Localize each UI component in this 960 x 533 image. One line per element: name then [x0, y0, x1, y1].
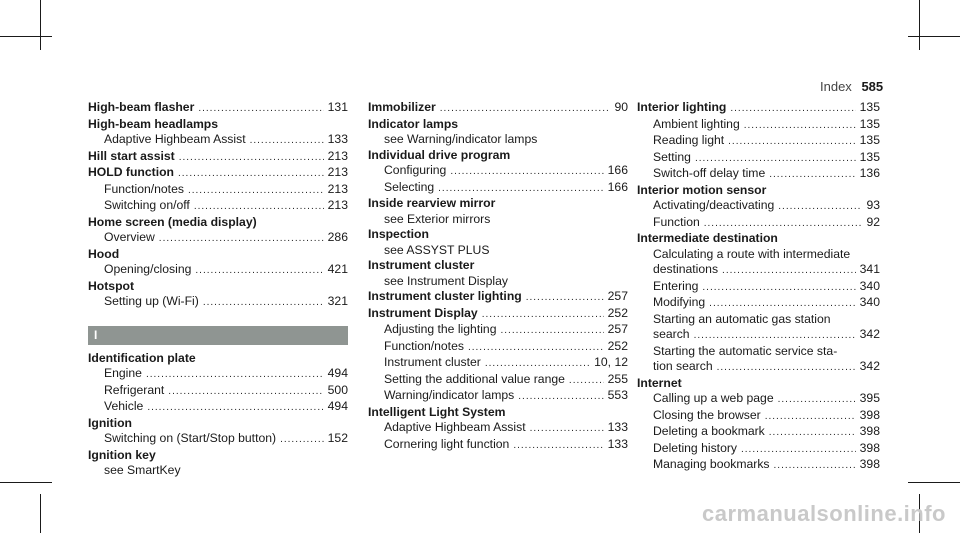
index-subentry[interactable]	[637, 424, 880, 441]
entry-label: Immobilizer	[368, 100, 436, 114]
index-column-3	[637, 100, 880, 474]
dot-leader	[195, 263, 323, 279]
page-reference[interactable]: 257	[607, 322, 628, 336]
index-subentry[interactable]	[88, 383, 348, 400]
page-reference[interactable]: 553	[607, 388, 628, 402]
page-reference[interactable]: 340	[859, 278, 880, 293]
index-subentry[interactable]	[637, 215, 880, 232]
entry-label: search	[653, 327, 690, 341]
dot-leader	[728, 134, 856, 150]
entry-label: Indicator lamps	[368, 116, 459, 131]
dot-leader	[694, 328, 856, 344]
page-reference[interactable]: 213	[327, 165, 348, 179]
dot-leader	[250, 133, 324, 149]
page-reference[interactable]: 257	[607, 289, 628, 303]
index-subentry[interactable]	[637, 408, 880, 425]
entry-label: Ambient lighting	[653, 116, 740, 131]
entry-label: Setting up (Wi-Fi)	[104, 294, 199, 308]
index-entry	[88, 215, 348, 231]
entry-label: destinations	[653, 262, 719, 276]
dot-leader	[438, 181, 604, 197]
dot-leader	[280, 432, 324, 448]
page-reference[interactable]: 494	[327, 366, 348, 380]
index-subentry[interactable]	[88, 399, 348, 416]
dot-leader	[769, 167, 855, 183]
index-subentry[interactable]	[637, 133, 880, 150]
entry-label: Selecting	[384, 179, 435, 194]
dot-leader	[722, 263, 856, 279]
crop-mark	[908, 482, 960, 483]
index-entry	[368, 148, 628, 164]
page-reference[interactable]: 341	[859, 262, 880, 276]
entry-label: Vehicle	[104, 399, 144, 413]
index-entry	[88, 117, 348, 133]
entry-label: Overview	[104, 230, 155, 244]
entry-label: Deleting a bookmark	[653, 424, 765, 438]
index-entry[interactable]	[368, 100, 628, 117]
index-subentry[interactable]	[88, 132, 348, 149]
index-subentry[interactable]	[88, 230, 348, 247]
entry-label: see SmartKey	[104, 463, 181, 477]
page-header	[820, 79, 895, 94]
index-subentry	[637, 344, 880, 360]
index-subentry	[368, 212, 628, 228]
entry-label: Cornering light function	[384, 436, 510, 451]
page-reference[interactable]: 500	[327, 382, 348, 397]
entry-label: Reading light	[653, 133, 725, 147]
index-subentry[interactable]	[368, 437, 628, 454]
dot-leader	[485, 356, 590, 372]
dot-leader	[695, 151, 856, 167]
entry-label: Internet	[637, 375, 682, 390]
page-reference[interactable]: 152	[327, 431, 348, 445]
index-subentry[interactable]	[88, 366, 348, 383]
page-reference[interactable]: 421	[327, 262, 348, 276]
page-reference[interactable]: 93	[866, 198, 880, 212]
entry-label: tion search	[653, 359, 713, 373]
index-subentry[interactable]	[88, 294, 348, 311]
page-reference[interactable]: 135	[859, 133, 880, 147]
index-entry	[88, 351, 348, 367]
page-reference[interactable]: 136	[859, 166, 880, 180]
entry-label: Instrument cluster	[384, 355, 481, 369]
dot-leader	[778, 392, 856, 408]
page-reference[interactable]: 10, 12	[594, 355, 628, 369]
index-entry	[637, 183, 880, 199]
dot-leader	[717, 360, 856, 376]
section-title: Index	[820, 79, 852, 94]
index-subentry[interactable]	[637, 198, 880, 215]
entry-label: Hill start assist	[88, 148, 175, 163]
index-subentry[interactable]	[88, 431, 348, 448]
entry-label: Individual drive program	[368, 147, 511, 162]
page-reference[interactable]: 133	[607, 420, 628, 434]
index-entry	[368, 405, 628, 421]
dot-leader	[569, 373, 604, 389]
dot-leader	[709, 296, 855, 312]
index-entry[interactable]	[368, 289, 628, 306]
entry-label: Activating/deactivating	[653, 198, 775, 212]
page-reference[interactable]: 90	[614, 100, 628, 114]
index-entry[interactable]	[88, 165, 348, 182]
dot-leader	[482, 307, 604, 323]
index-entry	[637, 231, 880, 247]
entry-label: Deleting history	[653, 440, 737, 455]
index-subentry[interactable]	[637, 441, 880, 458]
page-reference[interactable]: 398	[859, 424, 880, 438]
entry-label: Inspection	[368, 227, 429, 241]
index-subentry[interactable]	[368, 180, 628, 197]
dot-leader	[704, 216, 863, 232]
entry-label: Identification plate	[88, 350, 196, 365]
page-reference[interactable]: 131	[327, 100, 348, 114]
crop-mark	[908, 36, 960, 37]
entry-label: HOLD function	[88, 165, 174, 179]
entry-label: Starting an automatic gas station	[653, 311, 831, 326]
page-reference[interactable]: 252	[607, 338, 628, 353]
dot-leader	[765, 409, 856, 425]
index-subentry[interactable]	[637, 279, 880, 296]
dot-leader	[744, 118, 856, 134]
index-subentry	[88, 463, 348, 479]
entry-label: Calculating a route with intermediate	[653, 246, 851, 261]
entry-label: Interior motion sensor	[637, 182, 767, 197]
dot-leader	[194, 199, 324, 215]
index-subentry	[368, 132, 628, 148]
entry-label: see Instrument Display	[384, 273, 508, 288]
index-subentry[interactable]	[637, 166, 880, 183]
dot-leader	[513, 438, 603, 454]
crop-mark	[40, 494, 41, 533]
page-reference[interactable]: 398	[859, 440, 880, 455]
entry-label: Adjusting the lighting	[384, 322, 497, 336]
dot-leader	[146, 367, 324, 383]
entry-label: Hotspot	[88, 278, 135, 293]
dot-leader	[530, 421, 604, 437]
dot-leader	[769, 425, 856, 441]
entry-label: Entering	[653, 278, 699, 293]
entry-label: Refrigerant	[104, 382, 165, 397]
entry-label: Warning/indicator lamps	[384, 388, 515, 402]
page-reference[interactable]: 395	[859, 391, 880, 405]
page-reference[interactable]: 342	[859, 359, 880, 373]
index-subentry[interactable]	[368, 420, 628, 437]
page-reference[interactable]: 286	[327, 230, 348, 244]
entry-label: Starting the automatic service sta-	[653, 343, 838, 358]
page-reference[interactable]: 494	[327, 399, 348, 413]
entry-label: Ignition key	[88, 447, 156, 462]
dot-leader	[203, 295, 324, 311]
entry-label: Setting	[653, 149, 691, 164]
entry-label: Home screen (media display)	[88, 214, 257, 229]
page-reference[interactable]: 255	[607, 371, 628, 386]
dot-leader	[741, 442, 856, 458]
index-subentry[interactable]	[637, 391, 880, 408]
dot-leader	[518, 389, 603, 405]
page-reference[interactable]: 252	[607, 305, 628, 320]
entry-label: Intelligent Light System	[368, 404, 506, 419]
page-reference[interactable]: 213	[327, 198, 348, 212]
index-entry	[88, 279, 348, 295]
dot-leader	[147, 400, 323, 416]
dot-leader	[702, 280, 855, 296]
index-entry	[88, 416, 348, 432]
entry-label: Inside rearview mirror	[368, 196, 496, 210]
entry-label: High-beam flasher	[88, 100, 195, 114]
entry-label: see Warning/indicator lamps	[384, 132, 538, 146]
entry-label: Switching on (Start/Stop button)	[104, 431, 277, 445]
dot-leader	[198, 101, 323, 117]
dot-leader	[168, 384, 323, 400]
index-subentry[interactable]	[368, 322, 628, 339]
entry-label: Setting the additional value range	[384, 371, 565, 386]
index-subentry[interactable]	[88, 182, 348, 199]
page-reference[interactable]: 213	[327, 181, 348, 196]
entry-label: Adaptive Highbeam Assist	[384, 420, 526, 434]
entry-label: Intermediate destination	[637, 231, 778, 245]
index-entry	[88, 247, 348, 263]
dot-leader	[450, 164, 603, 180]
index-subentry	[368, 274, 628, 290]
index-subentry	[637, 247, 880, 263]
entry-label: Function/notes	[104, 181, 184, 196]
index-entry	[368, 117, 628, 133]
entry-label: Managing bookmarks	[653, 457, 770, 471]
entry-label: Closing the browser	[653, 407, 761, 422]
index-entry[interactable]	[368, 306, 628, 323]
index-entry	[368, 258, 628, 274]
watermark: carmanualsonline.info	[702, 501, 946, 526]
index-subentry[interactable]	[637, 327, 880, 344]
entry-label: Instrument Display	[368, 305, 478, 320]
entry-label: Opening/closing	[104, 262, 192, 276]
index-subentry[interactable]	[368, 163, 628, 180]
entry-label: Instrument cluster	[368, 258, 475, 272]
dot-leader	[188, 183, 324, 199]
dot-leader	[778, 199, 862, 215]
page-reference[interactable]: 342	[859, 327, 880, 341]
index-subentry	[637, 312, 880, 328]
index-entry	[368, 196, 628, 212]
page-reference[interactable]: 135	[859, 149, 880, 164]
entry-label: Switch-off delay time	[653, 166, 766, 180]
index-subentry[interactable]	[637, 359, 880, 376]
dot-leader	[500, 323, 603, 339]
dot-leader	[440, 101, 611, 117]
index-subentry[interactable]	[368, 372, 628, 389]
entry-label: Function/notes	[384, 338, 464, 353]
entry-label: High-beam headlamps	[88, 116, 219, 131]
dot-leader	[774, 458, 856, 474]
page-reference[interactable]: 133	[327, 132, 348, 146]
index-entry	[637, 376, 880, 392]
entry-label: Adaptive Highbeam Assist	[104, 132, 246, 146]
page-reference[interactable]: 135	[859, 100, 880, 114]
dot-leader	[526, 290, 604, 306]
letter-heading: I	[88, 326, 348, 345]
page-reference[interactable]: 321	[327, 294, 348, 308]
crop-mark	[40, 0, 41, 50]
index-entry	[368, 227, 628, 243]
page-reference[interactable]: 340	[859, 295, 880, 309]
entry-label: Ignition	[88, 415, 132, 430]
dot-leader	[159, 231, 324, 247]
index-subentry[interactable]	[637, 117, 880, 134]
index-subentry	[368, 243, 628, 259]
dot-leader	[178, 166, 324, 182]
index-entry[interactable]	[88, 100, 348, 117]
index-entry	[88, 448, 348, 464]
index-subentry[interactable]	[637, 295, 880, 312]
index-subentry[interactable]	[637, 457, 880, 474]
index-entry[interactable]	[637, 100, 880, 117]
index-entry[interactable]	[88, 149, 348, 166]
page-reference[interactable]: 92	[866, 214, 880, 229]
entry-label: Hood	[88, 246, 120, 261]
index-subentry[interactable]	[88, 198, 348, 215]
index-subentry[interactable]	[368, 355, 628, 372]
page-reference[interactable]: 398	[859, 457, 880, 471]
crop-mark	[0, 482, 52, 483]
crop-mark	[919, 0, 920, 50]
crop-mark	[0, 36, 52, 37]
index-column-1	[88, 100, 348, 479]
entry-label: Calling up a web page	[653, 391, 774, 405]
dot-leader	[730, 101, 855, 117]
entry-label: see ASSYST PLUS	[384, 242, 490, 257]
dot-leader	[468, 340, 604, 356]
index-subentry[interactable]	[637, 150, 880, 167]
page-reference[interactable]: 166	[607, 163, 628, 177]
page-reference[interactable]: 213	[327, 148, 348, 163]
page-reference[interactable]: 398	[859, 407, 880, 422]
entry-label: Engine	[104, 366, 142, 380]
index-subentry[interactable]	[637, 262, 880, 279]
entry-label: Function	[653, 214, 700, 229]
index-subentry[interactable]	[88, 262, 348, 279]
entry-label: Interior lighting	[637, 100, 727, 114]
entry-label: Modifying	[653, 295, 706, 309]
index-column-2	[368, 100, 628, 453]
entry-label: see Exterior mirrors	[384, 211, 491, 226]
entry-label: Configuring	[384, 163, 447, 177]
entry-label: Switching on/off	[104, 198, 190, 212]
page-reference[interactable]: 135	[859, 116, 880, 131]
index-subentry[interactable]	[368, 388, 628, 405]
index-subentry[interactable]	[368, 339, 628, 356]
entry-label: Instrument cluster lighting	[368, 289, 522, 303]
page-reference[interactable]: 166	[607, 179, 628, 194]
page-reference[interactable]: 133	[607, 436, 628, 451]
page-number: 585	[861, 79, 884, 94]
dot-leader	[179, 150, 324, 166]
